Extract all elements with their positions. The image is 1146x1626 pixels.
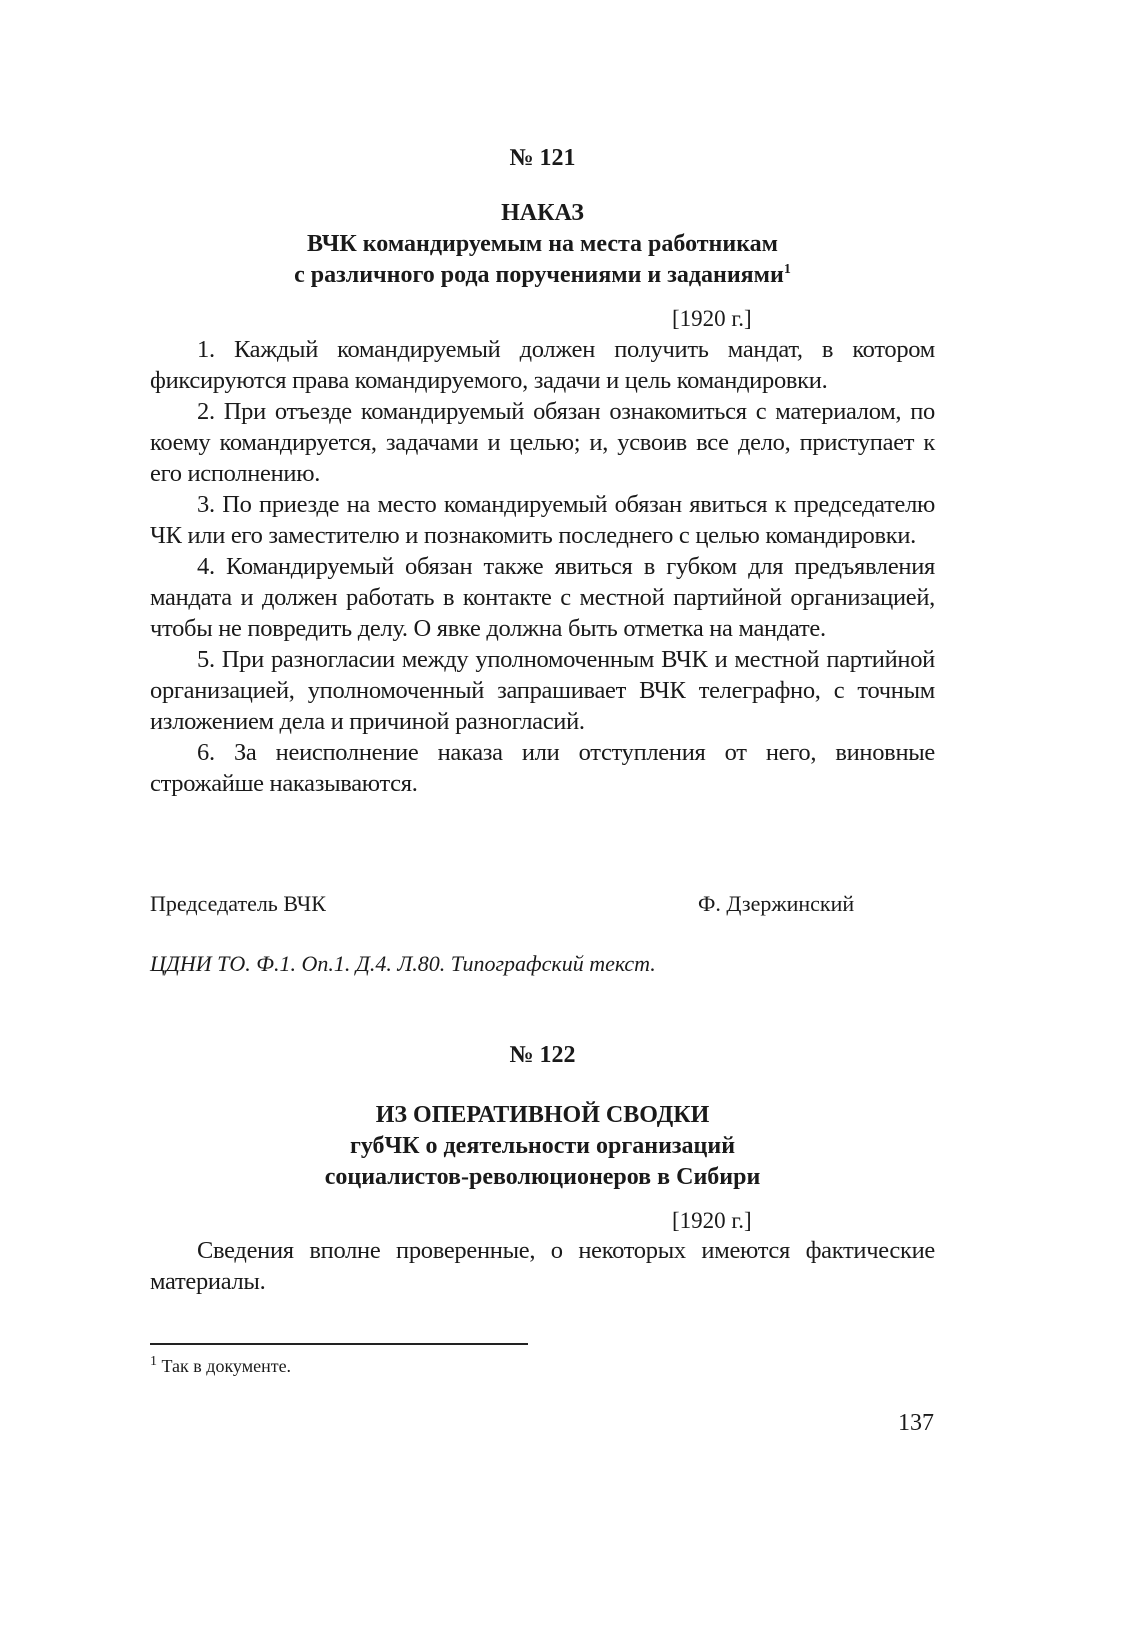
page-number: 137: [898, 1410, 934, 1436]
paragraph: 2. При отъезде командируемый обязан ознакомиться с материалом, по коему командируется, задачами и целью; и, усвоив все дело, приступает к его исполнению.: [150, 398, 935, 487]
footnote-mark: 1: [150, 1354, 157, 1369]
paragraph: Сведения вполне проверенные, о некоторых имеются фактические материалы.: [150, 1237, 935, 1295]
doc122-body: [150, 1235, 935, 1297]
signer-title: Председатель ВЧК: [150, 891, 326, 916]
signature-line: [150, 891, 935, 917]
paragraph: 3. По приезде на место командируемый обязан явиться к председателю ЧК или его заместителю и познакомить последнего с целью командировки.: [150, 491, 935, 549]
paragraph: 5. При разногласии между уполномоченным ВЧК и местной партийной организацией, уполномоченный запрашивает ВЧК телеграфно, с точным изложением дела и причиной разногласий.: [150, 646, 935, 735]
doc122-date: [1920 г.]: [672, 1208, 752, 1233]
doc121-date: [1920 г.]: [672, 306, 752, 331]
footnote-divider: [150, 1343, 528, 1345]
footnote: $^1$ Так в документе.: [150, 1354, 292, 1376]
doc122-subtitle-1: губЧК о деятельности организаций: [349, 1133, 736, 1159]
doc121-body: [150, 334, 935, 799]
signer-name: Ф. Дзержинский: [698, 891, 855, 916]
doc121-subtitle-1: ВЧК командируемым на места работникам: [306, 231, 779, 257]
doc122-heading: [150, 1100, 935, 1193]
archive-source: ЦДНИ ТО. Ф.1. Оп.1. Д.4. Л.80. Типографский текст.: [150, 951, 656, 976]
footnote-ref: 1: [783, 262, 791, 277]
doc121-subtitle-2: с различного рода поручениями и заданиями$^1$: [294, 262, 791, 288]
paragraph: 1. Каждый командируемый должен получить мандат, в котором фиксируются права командируемого, задачи и цель командировки.: [150, 336, 935, 394]
doc121-number: № 121: [509, 145, 576, 171]
doc122-title: ИЗ ОПЕРАТИВНОЙ СВОДКИ: [375, 1102, 710, 1128]
doc122-subtitle-2: социалистов-революционеров в Сибири: [324, 1164, 761, 1190]
doc122-number: № 122: [509, 1042, 576, 1068]
paragraph: 6. За неисполнение наказа или отступления от него, виновные строжайше наказываются.: [150, 739, 935, 797]
doc121-title: НАКАЗ: [501, 200, 584, 226]
paragraph: 4. Командируемый обязан также явиться в губком для предъявления мандата и должен работать в контакте с местной партийной организацией, чтобы не повредить делу. О явке должна быть отметка на мандате.: [150, 553, 935, 642]
doc121-heading: [150, 198, 935, 291]
